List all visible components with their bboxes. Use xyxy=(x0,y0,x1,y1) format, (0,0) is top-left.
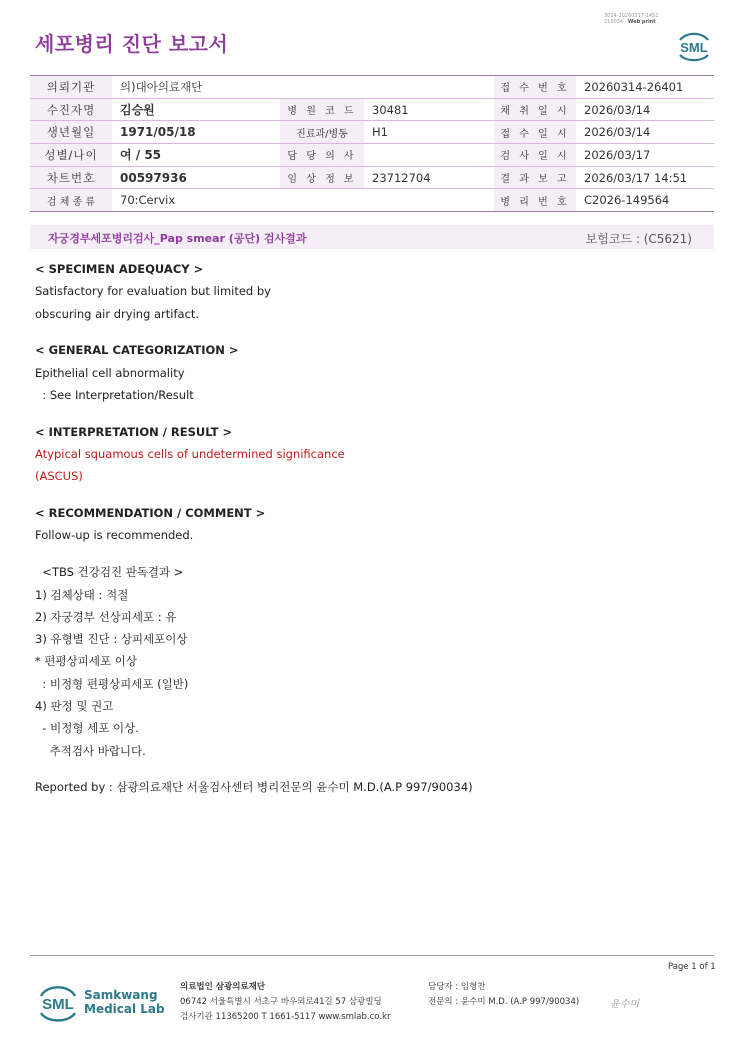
value-birth-date: 1971/05/18 xyxy=(112,121,280,144)
tbs-line: * 편평상피세포 이상 xyxy=(35,654,137,669)
value-department: H1 xyxy=(364,121,494,144)
table-row xyxy=(30,98,714,121)
label-patient-name: 수진자명 xyxy=(30,98,112,121)
value-chart-number: 00597936 xyxy=(112,166,280,189)
interpretation-heading: < INTERPRETATION / RESULT > xyxy=(35,424,233,439)
interpretation-result-line: Atypical squamous cells of undetermined significance xyxy=(35,447,345,462)
specimen-adequacy-line: obscuring air drying artifact. xyxy=(35,306,200,321)
staff-info xyxy=(428,980,579,1010)
value-result-report: 2026/03/17 14:51 xyxy=(576,166,714,189)
svg-text:SML: SML xyxy=(680,40,708,55)
report-body xyxy=(35,258,715,799)
tbs-line: 1) 검체상태 : 적절 xyxy=(35,587,129,602)
general-categorization-heading: < GENERAL CATEGORIZATION > xyxy=(35,343,239,358)
brand-name xyxy=(84,988,165,1016)
value-requesting-institution: 의)대아의료재단 xyxy=(112,76,494,99)
general-categorization-line: : See Interpretation/Result xyxy=(35,387,194,402)
value-test-date: 2026/03/17 xyxy=(576,144,714,167)
print-meta xyxy=(604,13,659,25)
label-birth-date: 생년월일 xyxy=(30,121,112,144)
label-receipt-date: 접 수 일 시 xyxy=(494,121,576,144)
value-clinical-info: 23712704 xyxy=(364,166,494,189)
brand-line2: Medical Lab xyxy=(84,1002,165,1016)
label-collection-date: 채 취 일 시 xyxy=(494,98,576,121)
tbs-line: 3) 유형별 진단 : 상피세포이상 xyxy=(35,632,188,647)
tbs-line: 2) 자궁경부 선상피세포 : 유 xyxy=(35,609,177,624)
tbs-heading: <TBS 건강검진 판독결과 > xyxy=(35,565,184,580)
specimen-adequacy-heading: < SPECIMEN ADEQUACY > xyxy=(35,262,204,276)
label-hospital-code: 병 원 코 드 xyxy=(280,98,364,121)
tbs-line: 추적검사 바랍니다. xyxy=(35,743,146,758)
interpretation-result-line: (ASCUS) xyxy=(35,469,83,484)
organization-contact: 검사기관 11365200 T 1661-5117 www.smlab.co.kr xyxy=(180,1012,391,1022)
organization-name: 의료법인 삼광의료재단 xyxy=(180,982,266,992)
label-chart-number: 차트번호 xyxy=(30,166,112,189)
value-specimen-type: 70:Cervix xyxy=(120,193,176,208)
reported-by: Reported by : 삼광의료재단 서울검사센터 병리전문의 윤수미 M.D.(A.P 997/90034) xyxy=(35,780,473,795)
print-number: 210034 xyxy=(604,19,624,25)
table-row xyxy=(30,189,714,212)
recommendation-heading: < RECOMMENDATION / COMMENT > xyxy=(35,506,266,521)
patient-info-table xyxy=(30,75,714,212)
organization-info xyxy=(180,980,390,1025)
value-receipt-number: 20260314-26401 xyxy=(576,76,714,99)
page-number: Page 1 of 1 xyxy=(668,962,716,972)
footer-divider xyxy=(30,955,714,956)
recommendation-line: Follow-up is recommended. xyxy=(35,528,194,543)
label-clinical-info: 임 상 정 보 xyxy=(280,166,364,189)
report-title: 세포병리 진단 보고서 xyxy=(35,32,229,56)
staff-specialist: 전문의 : 윤수미 M.D. (A.P 997/90034) xyxy=(428,997,580,1007)
label-sex-age: 성별/나이 xyxy=(30,144,112,167)
brand-line1: Samkwang xyxy=(84,988,158,1002)
table-row xyxy=(30,144,714,167)
value-hospital-code: 30481 xyxy=(364,98,494,121)
specimen-adequacy-line: Satisfactory for evaluation but limited by xyxy=(35,284,271,299)
table-row xyxy=(30,166,714,189)
signature: 윤수미 xyxy=(610,999,639,1010)
staff-in-charge: 담당자 : 임형찬 xyxy=(428,982,486,992)
insurance-code: 보험코드 : (C5621) xyxy=(585,232,692,246)
sml-footer-logo-icon xyxy=(36,980,80,1024)
label-result-report: 결 과 보 고 xyxy=(494,166,576,189)
label-test-date: 검 사 일 시 xyxy=(494,144,576,167)
general-categorization-line: Epithelial cell abnormality xyxy=(35,365,185,380)
tbs-line: : 비정형 편평상피세포 (일반) xyxy=(35,676,189,691)
exam-title: 자궁경부세포병리검사_Pap smear (공단) 검사결과 xyxy=(48,232,307,245)
value-collection-date: 2026/03/14 xyxy=(576,98,714,121)
label-specimen-type: 검 체 종 류 xyxy=(30,189,112,212)
organization-address: 06742 서울특별시 서초구 바우뫼로41길 57 삼광빌딩 xyxy=(180,997,382,1007)
value-pathology-number: C2026-149564 xyxy=(584,193,670,208)
value-doctor xyxy=(364,144,494,167)
value-patient-name: 김승원 xyxy=(112,98,280,121)
label-doctor: 담 당 의 사 xyxy=(280,144,364,167)
exam-title-bar xyxy=(30,225,714,249)
label-department: 진료과/병동 xyxy=(280,121,364,144)
print-type: Web print xyxy=(627,19,656,25)
tbs-line: - 비정형 세포 이상. xyxy=(35,721,139,736)
table-row xyxy=(30,121,714,144)
value-receipt-date: 2026/03/14 xyxy=(576,121,714,144)
label-receipt-number: 접 수 번 호 xyxy=(494,76,576,99)
table-row xyxy=(30,76,714,99)
label-requesting-institution: 의뢰기관 xyxy=(30,76,112,99)
svg-text:SML: SML xyxy=(42,996,74,1013)
print-id: 3014-20260317-1451 xyxy=(604,13,659,19)
sml-logo-icon xyxy=(674,27,714,63)
label-pathology-number: 병 리 번 호 xyxy=(494,189,576,212)
tbs-line: 4) 판정 및 권고 xyxy=(35,699,114,714)
value-sex-age: 여 / 55 xyxy=(112,144,280,167)
